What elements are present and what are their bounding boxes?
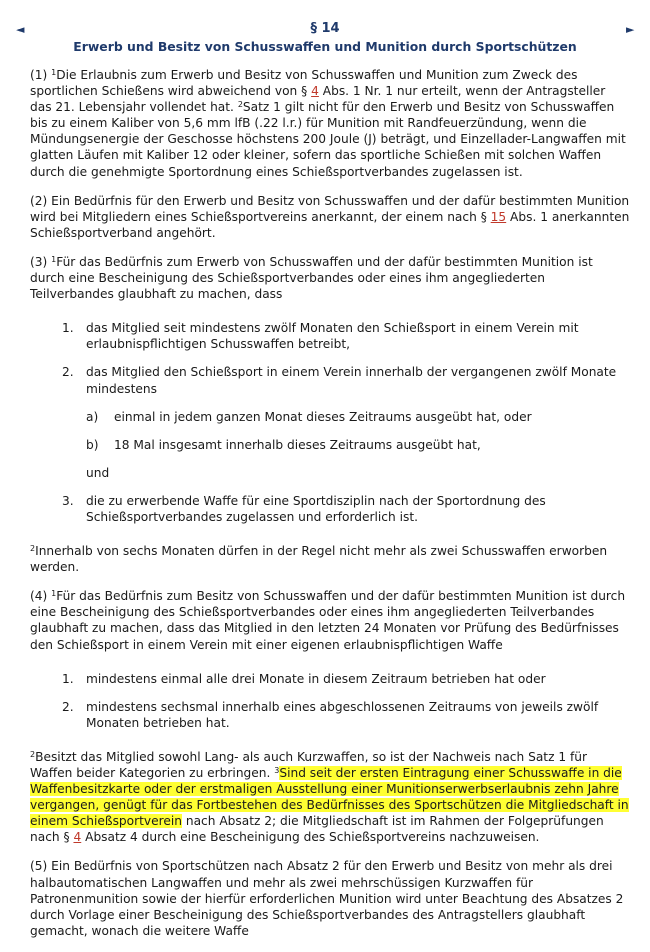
paragraph-3-list: [30, 320, 630, 525]
highlighted-text: Sind seit der ersten Eintragung einer Schusswaffe in die Waffenbesitzkarte oder der erstmaligen Ausstellung einer Munitionserwerbserlaubnis zehn Jahre vergangen, genügt für das Fortbestehen des Bedürfnisses des Sportschützen die Mitgliedschaft in einem Schießsportverein: [30, 766, 629, 829]
paragraph-5: [30, 858, 630, 938]
sentence-number: 2: [30, 544, 36, 554]
list-item: [30, 364, 630, 396]
list-item-number: 3.: [62, 493, 74, 508]
section-number: § 14: [310, 21, 340, 36]
section-ref-link[interactable]: 4: [311, 84, 319, 99]
paragraph-4-sentence-2: [30, 749, 630, 846]
list-item-text: mindestens einmal alle drei Monate in diesem Zeitraum betrieben hat oder: [86, 671, 546, 686]
section-ref-link[interactable]: 4: [73, 830, 82, 845]
sentence-number: 1: [51, 589, 57, 599]
paragraph-text: Die Erlaubnis zum Erwerb und Besitz von Schusswaffen und Munition zum Zweck des sportlichen Schießens wird abweichend von §: [30, 68, 578, 99]
list-item-number: 2.: [62, 699, 74, 714]
list-item-text: mindestens sechsmal innerhalb eines abgeschlossenen Zeitraums von jeweils zwölf Monaten betrieben hat.: [86, 699, 599, 730]
paragraph-4: [30, 588, 630, 652]
sub-list-item: [30, 409, 630, 425]
list-item-number: 1.: [62, 671, 74, 686]
paragraph-text: Satz 1 gilt nicht für den Erwerb und Besitz von Schusswaffen bis zu einem Kaliber von 5,6 mm lfB (.22 l.r.) für Munition mit Randfeuerzündung, wenn die Mündungsenergie der Geschosse höchstens 200 Joule (J) beträgt, und Einzellader-Langwaffen mit glatten Läufen mit Kaliber 12 oder kleiner, sofern das sportliche Schießen mit solchen Waffen durch die genehmigte Sportordnung eines Schießsportverbandes zugelassen ist.: [30, 100, 626, 179]
list-item: [30, 671, 630, 687]
paragraph-text: Besitzt das Mitglied sowohl Lang- als auch Kurzwaffen, so ist der Nachweis nach Satz 1 für Waffen beider Kategorien zu erbringen.: [30, 749, 588, 780]
list-item-text: die zu erwerbende Waffe für eine Sportdisziplin nach der Sportordnung des Schießsportverbandes zugelassen und erforderlich ist.: [86, 493, 546, 524]
sentence-number: 2: [30, 749, 36, 759]
list-item-number: 1.: [62, 321, 74, 336]
list-item-number: 2.: [62, 365, 74, 380]
paragraph-text: Für das Bedürfnis zum Besitz von Schusswaffen und der dafür bestimmten Munition ist durch eine Bescheinigung des Schießsportverbandes oder eines ihm angegliederten Teilverbandes glaubhaft zu machen, dass das Mitglied in den letzten 24 Monaten vor Prüfung des Bedürfnisses den Schießsport in einem Verein mit einer eigenen erlaubnispflichtigen Waffe: [30, 589, 626, 652]
sentence-number: 1: [51, 254, 57, 264]
sentence-number: 1: [51, 68, 57, 77]
sub-list-item-text: 18 Mal insgesamt innerhalb dieses Zeitraums ausgeübt hat,: [114, 437, 481, 452]
paragraph-label: (1): [30, 68, 52, 82]
list-connector: und: [86, 465, 110, 480]
paragraph-text: (5) Ein Bedürfnis von Sportschützen nach Absatz 2 für den Erwerb und Besitz von mehr als drei halbautomatischen Langwaffen und mehr als zwei mehrschüssigen Kurzwaffen für Patronenmunition sowie der hierfür erforderlichen Munition wird unter Beachtung des Absatzes 2 durch Vorlage einer Bescheinigung des Schießsportverbandes des Antragstellers glaubhaft gemacht, wonach die weitere Waffe: [30, 859, 624, 938]
paragraph-2: [30, 193, 630, 241]
paragraph-text: Abs. 1 Nr. 1 nur erteilt, wenn der Antragsteller das 21. Lebensjahr vollendet hat.: [30, 84, 606, 115]
list-item: [30, 493, 630, 525]
section-content: [30, 67, 630, 952]
paragraph-label: (3): [30, 254, 52, 269]
list-item: [30, 699, 630, 731]
paragraph-text: Innerhalb von sechs Monaten dürfen in der Regel nicht mehr als zwei Schusswaffen erworben werden.: [30, 544, 608, 575]
paragraph-text: nach Absatz 2; die Mitgliedschaft ist im Rahmen der Folgeprüfungen nach §: [30, 814, 604, 845]
sub-list-item: [30, 437, 630, 453]
next-section-arrow-icon[interactable]: ►: [626, 23, 635, 36]
paragraph-text: Für das Bedürfnis zum Erwerb von Schusswaffen und der dafür bestimmten Munition ist durch eine Bescheinigung des Schießsportverbandes oder eines ihm angegliederten Teilverbandes glaubhaft zu machen, dass: [30, 254, 593, 302]
list-item-text: das Mitglied seit mindestens zwölf Monaten den Schießsport in einem Verein mit erlaubnispflichtigen Schusswaffen betreibt,: [86, 321, 579, 352]
paragraph-1: [30, 67, 630, 180]
list-item: [30, 320, 630, 352]
list-item-text: das Mitglied den Schießsport in einem Verein innerhalb der vergangenen zwölf Monate mindestens: [86, 365, 617, 396]
paragraph-3-sentence-2: [30, 543, 630, 575]
paragraph-text: Absatz 4 durch eine Bescheinigung des Schießsportvereins nachzuweisen.: [81, 830, 540, 845]
section-header: [0, 20, 650, 55]
paragraph-3: [30, 254, 630, 302]
sentence-number: 2: [237, 100, 243, 110]
paragraph-text: (2) Ein Bedürfnis für den Erwerb und Besitz von Schusswaffen und der dafür bestimmten Munition wird bei Mitgliedern eines Schießsportvereins anerkannt, der einem nach §: [30, 193, 630, 224]
paragraph-4-list: [30, 671, 630, 731]
section-ref-link[interactable]: 15: [490, 209, 507, 224]
paragraph-text: Abs. 1 anerkannten Schießsportverband angehört.: [30, 209, 630, 240]
paragraph-label: (4): [30, 589, 52, 604]
sentence-number: 3: [274, 766, 280, 775]
prev-section-arrow-icon[interactable]: ◄: [16, 23, 25, 36]
sub-list-item-letter: b): [86, 437, 99, 452]
sub-list-item-letter: a): [86, 409, 99, 424]
sub-list-item-text: einmal in jedem ganzen Monat dieses Zeitraums ausgeübt hat, oder: [114, 409, 532, 424]
section-title: Erwerb und Besitz von Schusswaffen und Munition durch Sportschützen: [73, 39, 577, 54]
